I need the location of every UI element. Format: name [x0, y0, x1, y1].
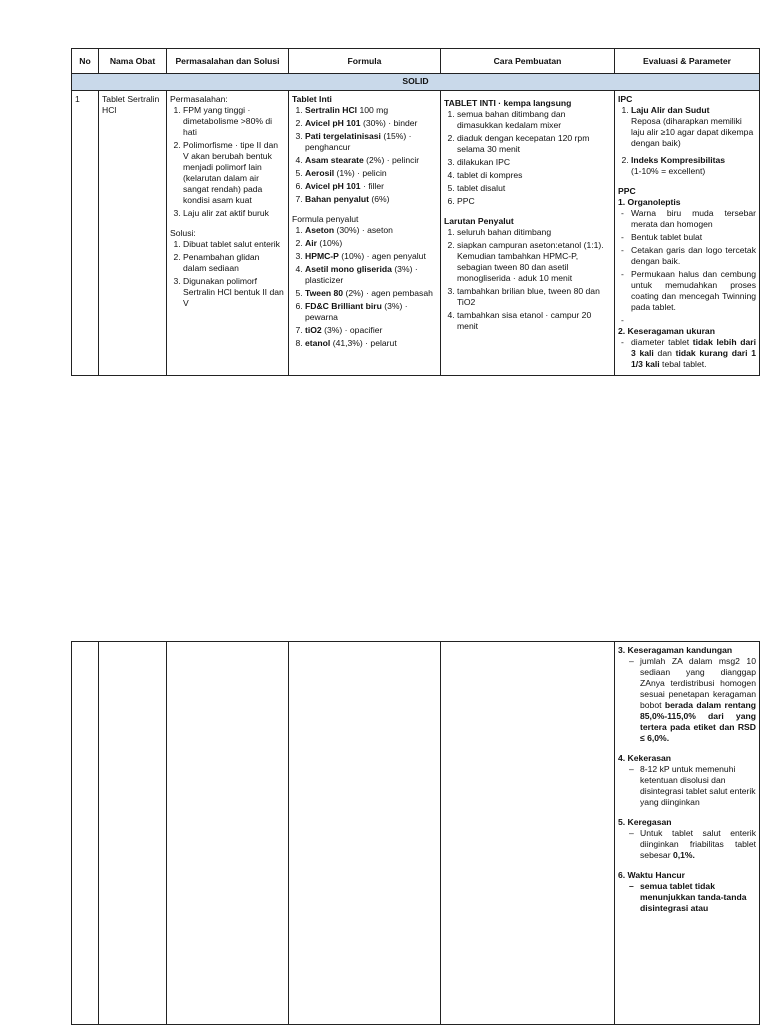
kekerasan-list [618, 764, 756, 808]
list-item [305, 181, 437, 192]
list-item [640, 656, 756, 744]
kekerasan-title: 4. Kekerasan [618, 753, 672, 763]
list-item [305, 264, 437, 286]
ingredient-name: Aerosil [305, 168, 335, 178]
list-item [305, 105, 437, 116]
waktu-hancur-list [618, 881, 756, 914]
ingredient-name: Air [305, 238, 317, 248]
list-item: - Bentuk tablet bulat [631, 232, 756, 243]
list-item: 2. diaduk dengan kecepatan 120 rpm selama 30 menit [457, 133, 611, 155]
ingredient-detail: · filler [362, 181, 384, 191]
ingredient-detail: (3%) · pewarna [305, 301, 408, 322]
ppc-title: PPC [618, 186, 636, 196]
keregasan-text: Untuk tablet salut enterik diinginkan friabilitas tablet sebesar [640, 828, 756, 860]
list-item: 2. Penambahan glidan dalam sediaan [183, 252, 285, 274]
solutions-title: Solusi: [170, 228, 196, 238]
keregasan-list [618, 828, 756, 861]
list-item: 5. tablet disalut [457, 183, 611, 194]
ingredient-detail: (15%) · penghancur [305, 131, 412, 152]
coating-method-list [444, 227, 611, 332]
ingredient-name: Tween 80 [305, 288, 344, 298]
coating-formula-title: Formula penyalut [292, 214, 359, 224]
list-item [631, 155, 756, 177]
ukuran-list [618, 337, 756, 370]
ingredient-name: etanol [305, 338, 331, 348]
ingredient-detail: (6%) [371, 194, 390, 204]
list-item [640, 828, 756, 861]
empty-cell [441, 642, 615, 1025]
list-item [305, 225, 437, 236]
ingredient-name: HPMC-P [305, 251, 339, 261]
core-tablet-title: Tablet Inti [292, 94, 332, 104]
solutions-list [170, 239, 285, 309]
list-item: 1. semua bahan ditimbang dan dimasukkan kedalam mixer [457, 109, 611, 131]
ingredient-name: Asam stearate [305, 155, 364, 165]
header-evaluasi: Evaluasi & Parameter [615, 49, 760, 74]
table-row [72, 642, 760, 1025]
evaluation-cell-continued [615, 642, 760, 1025]
ingredient-detail: (41,3%) · pelarut [332, 338, 397, 348]
header-cara-pembuatan: Cara Pembuatan [441, 49, 615, 74]
drug-name: Tablet Sertralin HCl [99, 91, 167, 376]
continuation-table [71, 641, 760, 1025]
ingredient-detail: (1%) · pelicin [336, 168, 387, 178]
ingredient-name: Avicel pH 101 [305, 181, 361, 191]
list-item: 2. siapkan campuran aseton:etanol (1:1). Kemudian tambahkan HPMC-P, sebagian tween 80 dan asetil monogliserida · aduk 10 menit [457, 240, 611, 284]
list-item [305, 168, 437, 179]
ukuran-bold: tidak kurang dari 1 1/3 kali [631, 348, 756, 369]
ipc-list [618, 105, 756, 177]
kandungan-text: jumlah ZA dalam msg2 10 sediaan yang dianggap ZAnya terdistribusi homogen sesuai penetapan keragaman bobot [640, 656, 756, 710]
ingredient-detail: (10%) [319, 238, 343, 248]
list-item [305, 118, 437, 129]
list-item: 6. PPC [457, 196, 611, 207]
list-item [631, 105, 756, 149]
ingredient-detail: (30%) · binder [362, 118, 418, 128]
problems-solutions-cell [167, 91, 289, 376]
organoleptis-title: 1. Organoleptis [618, 197, 681, 207]
header-nama-obat: Nama Obat [99, 49, 167, 74]
ingredient-name: FD&C Brilliant biru [305, 301, 382, 311]
ingredient-name: Avicel pH 101 [305, 118, 361, 128]
row-number: 1 [72, 91, 99, 376]
list-item [305, 325, 437, 336]
header-row [72, 49, 760, 74]
formulation-table [71, 48, 760, 376]
ipc-desc: Reposa (diharapkan memiliki laju alir ≥10 agar dapat dikempa dengan baik) [631, 116, 754, 148]
list-item: 1. seluruh bahan ditimbang [457, 227, 611, 238]
header-permasalahan: Permasalahan dan Solusi [167, 49, 289, 74]
kandungan-list [618, 656, 756, 744]
coating-method-title: Larutan Penyalut [444, 216, 514, 226]
empty-cell [99, 642, 167, 1025]
formula-cell [289, 91, 441, 376]
problems-list [170, 105, 285, 219]
empty-cell [289, 642, 441, 1025]
header-formula: Formula [289, 49, 441, 74]
list-item: 4. tablet di kompres [457, 170, 611, 181]
ipc-title: IPC [618, 94, 633, 104]
core-method-list [444, 109, 611, 207]
list-item: 3. tambahkan brilian blue, tween 80 dan TiO2 [457, 286, 611, 308]
section-label: SOLID [72, 74, 760, 91]
list-item: – 8-12 kP untuk memenuhi ketentuan disolusi dan disintegrasi tablet salut enterik yang diinginkan [640, 764, 756, 808]
list-item [305, 251, 437, 262]
list-item [305, 301, 437, 323]
list-item: 3. Digunakan polimorf Sertralin HCl bentuk II dan V [183, 276, 285, 309]
keregasan-title: 5. Keregasan [618, 817, 672, 827]
list-item: - Warna biru muda tersebar merata dan homogen [631, 208, 756, 230]
ingredient-name: Asetil mono gliserida [305, 264, 392, 274]
ingredient-name: tiO2 [305, 325, 322, 335]
ingredient-name: Pati tergelatinisasi [305, 131, 381, 141]
ipc-name: Indeks Kompresibilitas [631, 155, 726, 165]
table-row [72, 91, 760, 376]
list-item: - Permukaan halus dan cembung untuk memudahkan proses coating dan mencegah Twinning pada tablet. [631, 269, 756, 313]
ingredient-detail: (10%) · agen penyalut [341, 251, 426, 261]
list-item [305, 131, 437, 153]
evaluation-cell: IPC 1. Laju Alir dan Sudut Reposa (diharapkan memiliki laju alir ≥10 agar dapat dikempa dengan baik) 2. Indeks Kompresibilitas (1-10% = excellent) PPC 1. Organoleptis - Warna biru muda tersebar merata dan homogen - Bentuk tablet bulat - Cetakan garis dan logo tercetak dengan baik. - Permukaan halus dan cembung untuk memudahkan proses coating dan mencegah Twinning pada tablet. - 2. Keseragaman ukuran - diameter tablet tidak lebih dari 3 kali dan tidak kurang dari 1 1/3 kali tebal tablet. [615, 91, 760, 376]
empty-cell [72, 642, 99, 1025]
list-item: 4. tambahkan sisa etanol · campur 20 menit [457, 310, 611, 332]
ingredient-name: Bahan penyalut [305, 194, 369, 204]
ingredient-detail: (2%) · agen pembasah [345, 288, 433, 298]
list-item [305, 288, 437, 299]
problems-title: Permasalahan: [170, 94, 228, 104]
list-item: 1. FPM yang tinggi · dimetabolisme >80% di hati [183, 105, 285, 138]
ingredient-detail: (2%) · pelincir [366, 155, 420, 165]
list-item [305, 155, 437, 166]
kandungan-bold: berada dalam rentang 85,0%-115,0% dari yang tertera pada etiket dan RSD ≤ 6,0%. [640, 700, 756, 743]
list-item: 3. dilakukan IPC [457, 157, 611, 168]
section-row [72, 74, 760, 91]
method-cell [441, 91, 615, 376]
ingredient-name: Sertralin HCl [305, 105, 358, 115]
list-item [305, 238, 437, 249]
kandungan-title: 3. Keseragaman kandungan [618, 645, 733, 655]
ukuran-bold: tidak lebih dari 3 kali [631, 337, 756, 358]
ingredient-name: Aseton [305, 225, 335, 235]
ingredient-detail: 100 mg [359, 105, 389, 115]
organoleptis-list [618, 208, 756, 313]
list-item: 3. Laju alir zat aktif buruk [183, 208, 285, 219]
ingredient-detail: (3%) · plasticizer [305, 264, 418, 285]
ingredient-detail: (30%) · aseton [336, 225, 393, 235]
waktu-hancur-title: 6. Waktu Hancur [618, 870, 686, 880]
list-item [305, 338, 437, 349]
empty-cell [167, 642, 289, 1025]
list-item [305, 194, 437, 205]
ipc-name: Laju Alir dan Sudut [631, 105, 710, 115]
coating-formula-list [292, 225, 437, 349]
list-item: – semua tablet tidak menunjukkan tanda-tanda disintegrasi atau [640, 881, 756, 914]
header-no: No [72, 49, 99, 74]
core-method-title: TABLET INTI · kempa langsung [444, 98, 572, 108]
ipc-desc: (1-10% = excellent) [631, 166, 706, 176]
core-formula-list [292, 105, 437, 205]
list-item: 1. Dibuat tablet salut enterik [183, 239, 285, 250]
keregasan-bold: 0,1%. [672, 850, 695, 860]
ukuran-text: dan [653, 348, 676, 358]
ingredient-detail: (3%) · opacifier [324, 325, 383, 335]
ukuran-text: tebal tablet. [659, 359, 707, 369]
ukuran-title: 2. Keseragaman ukuran [618, 326, 715, 336]
list-item: - Cetakan garis dan logo tercetak dengan baik. [631, 245, 756, 267]
ukuran-text: diameter tablet [631, 337, 693, 347]
list-item [631, 337, 756, 370]
list-item: 2. Polimorfisme · tipe II dan V akan berubah bentuk menjadi polimorf lain (kelarutan dalam air sangat rendah) pada kondisi asam kuat [183, 140, 285, 206]
